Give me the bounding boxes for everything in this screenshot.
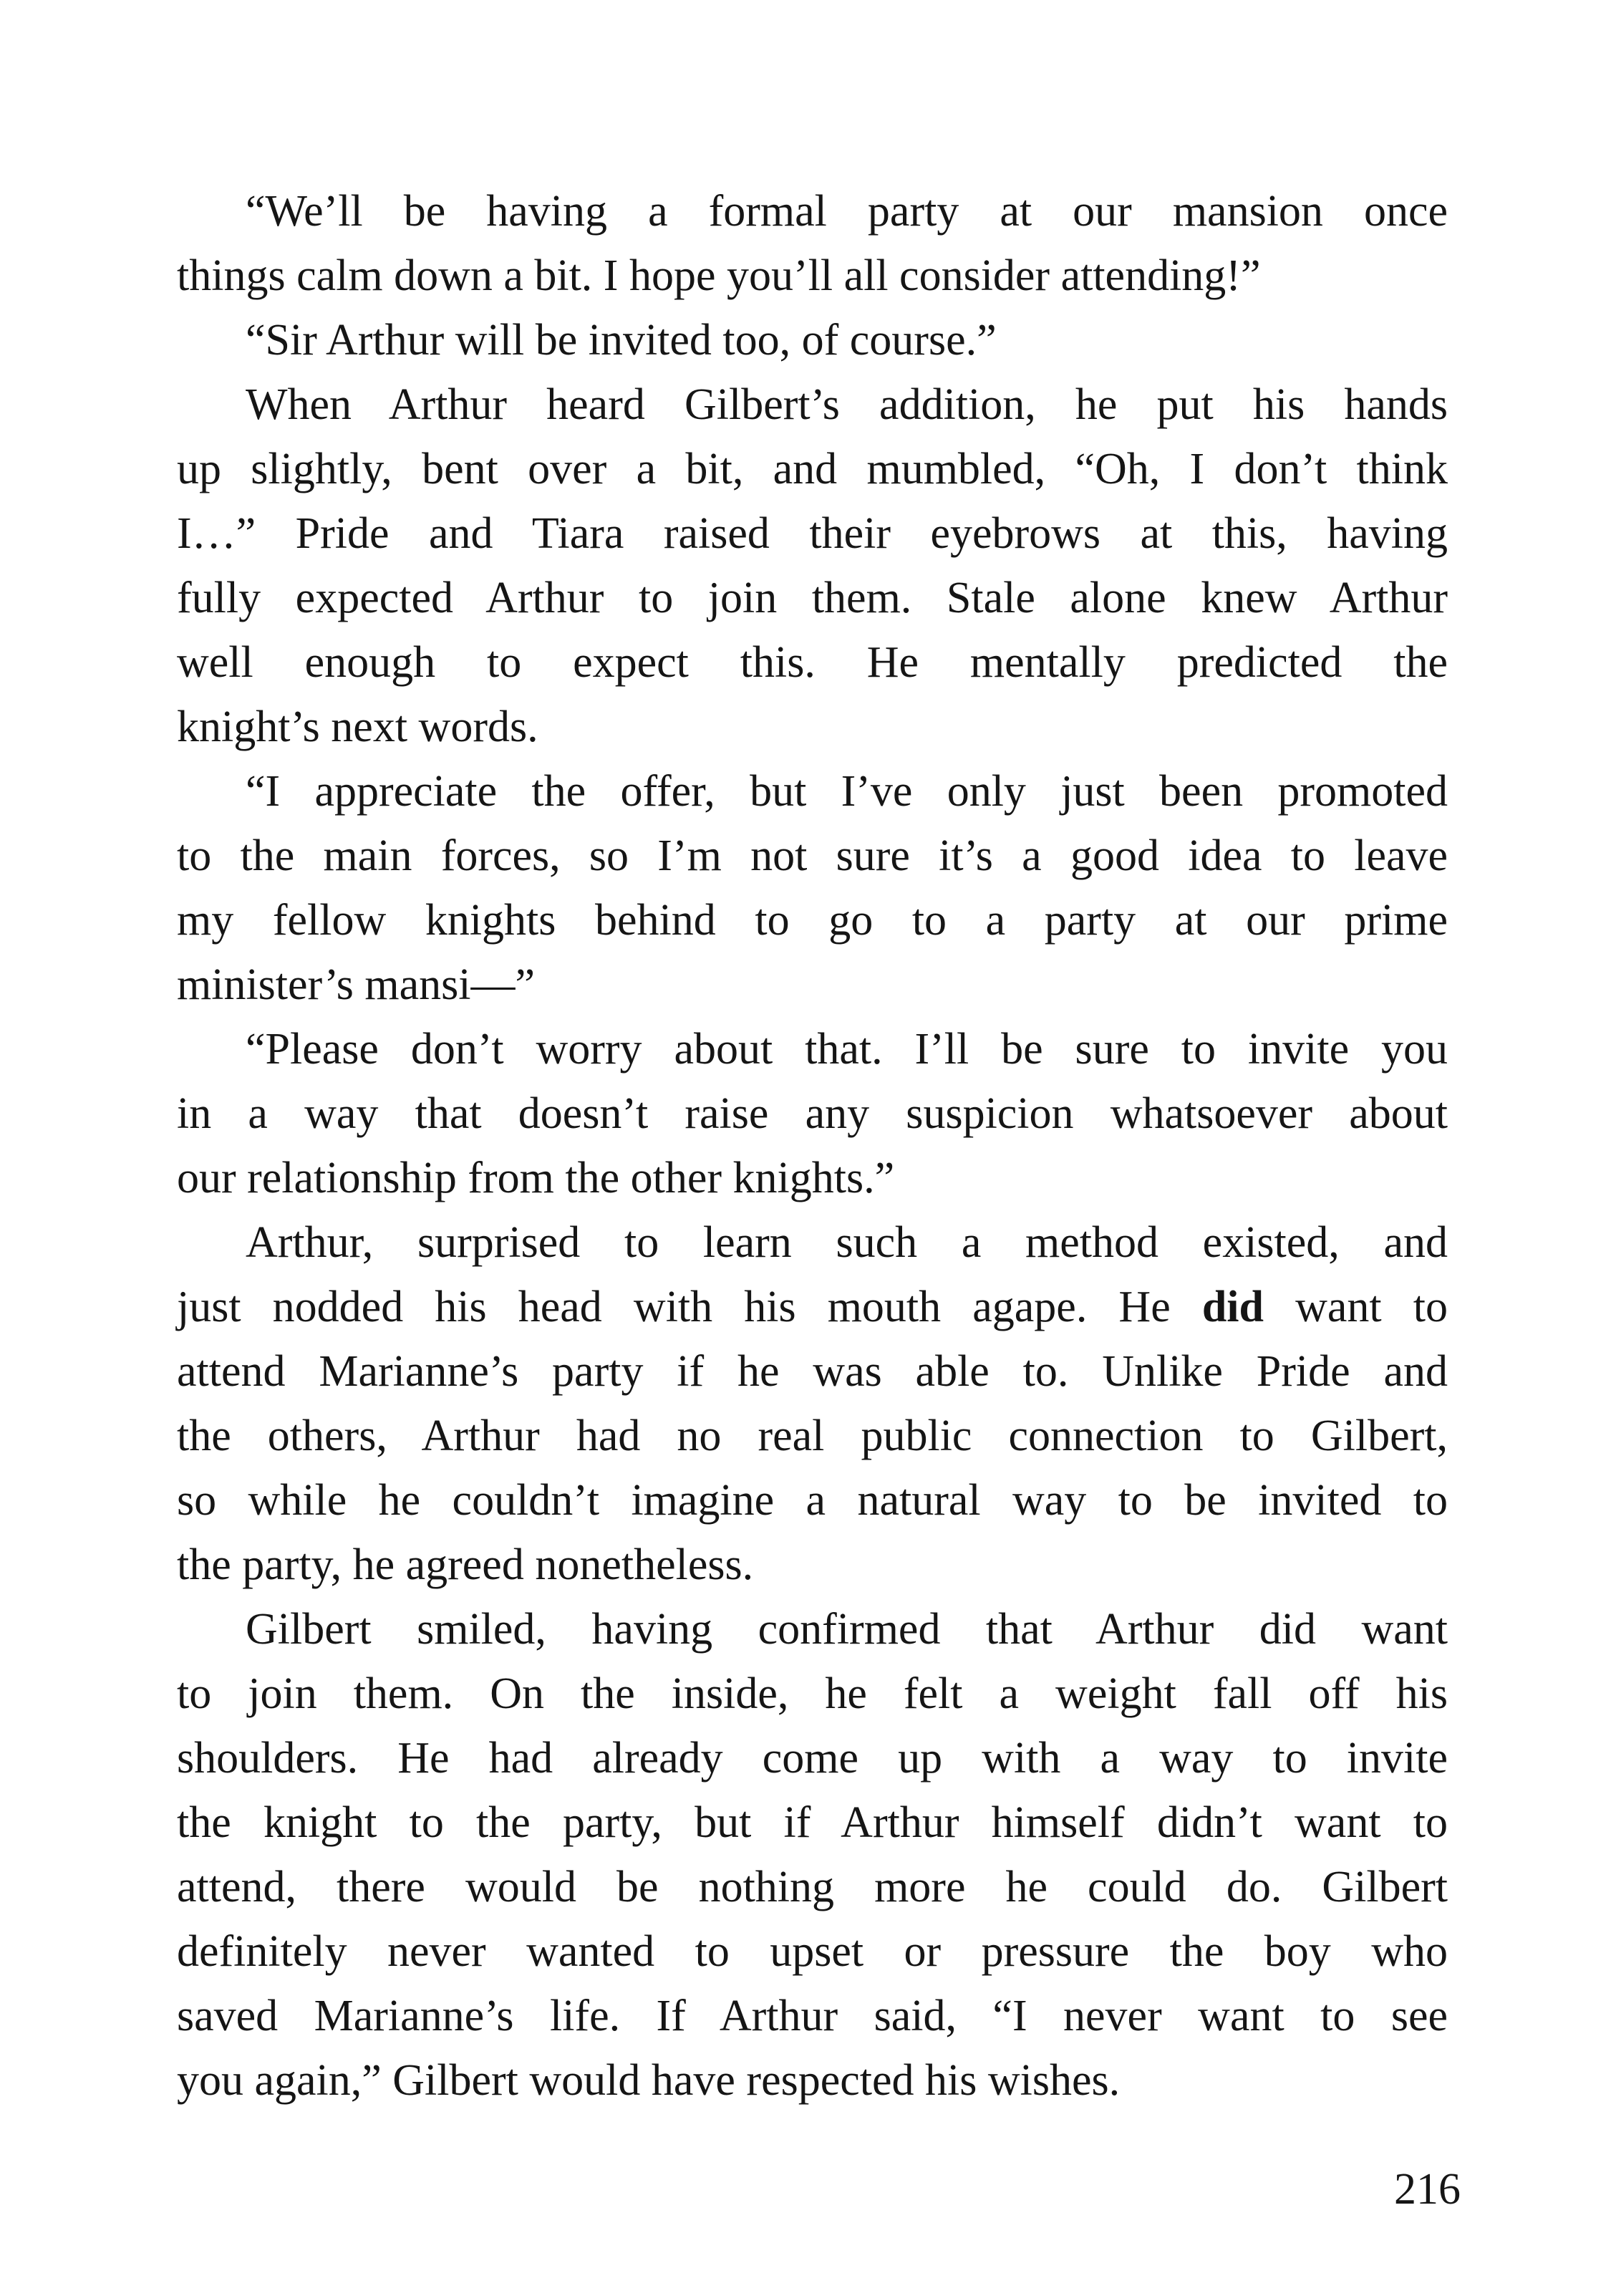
bold-text-segment: did [1201, 1283, 1264, 1331]
text-line [177, 630, 1448, 695]
text-line [177, 695, 1448, 759]
text-segment: in a way that doesn’t raise any suspicion whatsoever about [177, 1089, 1448, 1138]
text-line [177, 308, 1448, 372]
paragraph [177, 759, 1448, 1017]
text-line [177, 1661, 1448, 1726]
text-segment: “Please don’t worry about that. I’ll be sure to invite you [246, 1025, 1448, 1074]
paragraph [177, 308, 1448, 372]
text-segment: you again,” Gilbert would have respected his wishes. [177, 2056, 1121, 2105]
text-segment: just nodded his head with his mouth agape. He [177, 1283, 1202, 1331]
text-segment: the others, Arthur had no real public connection to Gilbert, [177, 1412, 1448, 1460]
text-segment: “I appreciate the offer, but I’ve only just been promoted [246, 767, 1448, 816]
page-number: 216 [1394, 2165, 1461, 2214]
paragraph [177, 1597, 1448, 2113]
text-line [177, 1533, 1448, 1597]
text-line [177, 437, 1448, 501]
text-line [177, 1919, 1448, 1984]
text-segment: attend Marianne’s party if he was able to. Unlike Pride and [177, 1347, 1448, 1396]
text-line [177, 1984, 1448, 2048]
text-line [177, 179, 1448, 243]
text-segment: to the main forces, so I’m not sure it’s a good idea to leave [177, 831, 1448, 880]
text-line [177, 2048, 1448, 2113]
text-segment: shoulders. He had already come up with a way to invite [177, 1734, 1448, 1783]
text-line [177, 824, 1448, 888]
text-segment: knight’s next words. [177, 703, 538, 751]
text-line [177, 1210, 1448, 1275]
text-line [177, 1081, 1448, 1146]
text-segment: “We’ll be having a formal party at our mansion once [246, 187, 1448, 236]
text-segment: minister’s mansi—” [177, 960, 535, 1009]
text-segment: definitely never wanted to upset or pressure the boy who [177, 1927, 1448, 1976]
text-segment: our relationship from the other knights.” [177, 1154, 895, 1202]
text-line [177, 952, 1448, 1017]
text-line [177, 566, 1448, 630]
text-segment: Gilbert smiled, having confirmed that Arthur did want [246, 1605, 1448, 1654]
text-line [177, 372, 1448, 437]
text-segment: my fellow knights behind to go to a party at our prime [177, 896, 1448, 945]
text-segment: want to [1264, 1283, 1448, 1331]
text-line [177, 1855, 1448, 1919]
text-line [177, 1597, 1448, 1661]
text-line [177, 1726, 1448, 1790]
text-line [177, 1275, 1448, 1339]
text-line [177, 759, 1448, 824]
body-text [177, 179, 1448, 2113]
text-line [177, 1790, 1448, 1855]
text-segment: “Sir Arthur will be invited too, of course.” [246, 316, 997, 365]
text-line [177, 1146, 1448, 1210]
text-line [177, 243, 1448, 308]
text-segment: to join them. On the inside, he felt a weight fall off his [177, 1669, 1448, 1718]
text-line [177, 1017, 1448, 1081]
paragraph [177, 1210, 1448, 1597]
paragraph [177, 1017, 1448, 1210]
text-segment: Arthur, surprised to learn such a method existed, and [246, 1218, 1448, 1267]
text-line [177, 1404, 1448, 1468]
text-segment: When Arthur heard Gilbert’s addition, he put his hands [246, 380, 1448, 429]
text-segment: well enough to expect this. He mentally predicted the [177, 638, 1448, 687]
paragraph [177, 372, 1448, 759]
text-segment: the knight to the party, but if Arthur himself didn’t want to [177, 1798, 1448, 1847]
text-line [177, 888, 1448, 952]
text-segment: I…” Pride and Tiara raised their eyebrows at this, having [177, 509, 1448, 558]
text-segment: things calm down a bit. I hope you’ll all consider attending!” [177, 251, 1261, 300]
text-segment: so while he couldn’t imagine a natural way to be invited to [177, 1476, 1448, 1525]
text-segment: saved Marianne’s life. If Arthur said, “I never want to see [177, 1992, 1448, 2040]
text-segment: attend, there would be nothing more he could do. Gilbert [177, 1863, 1448, 1911]
text-segment: fully expected Arthur to join them. Stale alone knew Arthur [177, 574, 1448, 622]
text-line [177, 1468, 1448, 1533]
text-segment: the party, he agreed nonetheless. [177, 1540, 754, 1589]
text-segment: up slightly, bent over a bit, and mumbled, “Oh, I don’t think [177, 445, 1448, 493]
text-line [177, 1339, 1448, 1404]
text-line [177, 501, 1448, 566]
paragraph [177, 179, 1448, 308]
